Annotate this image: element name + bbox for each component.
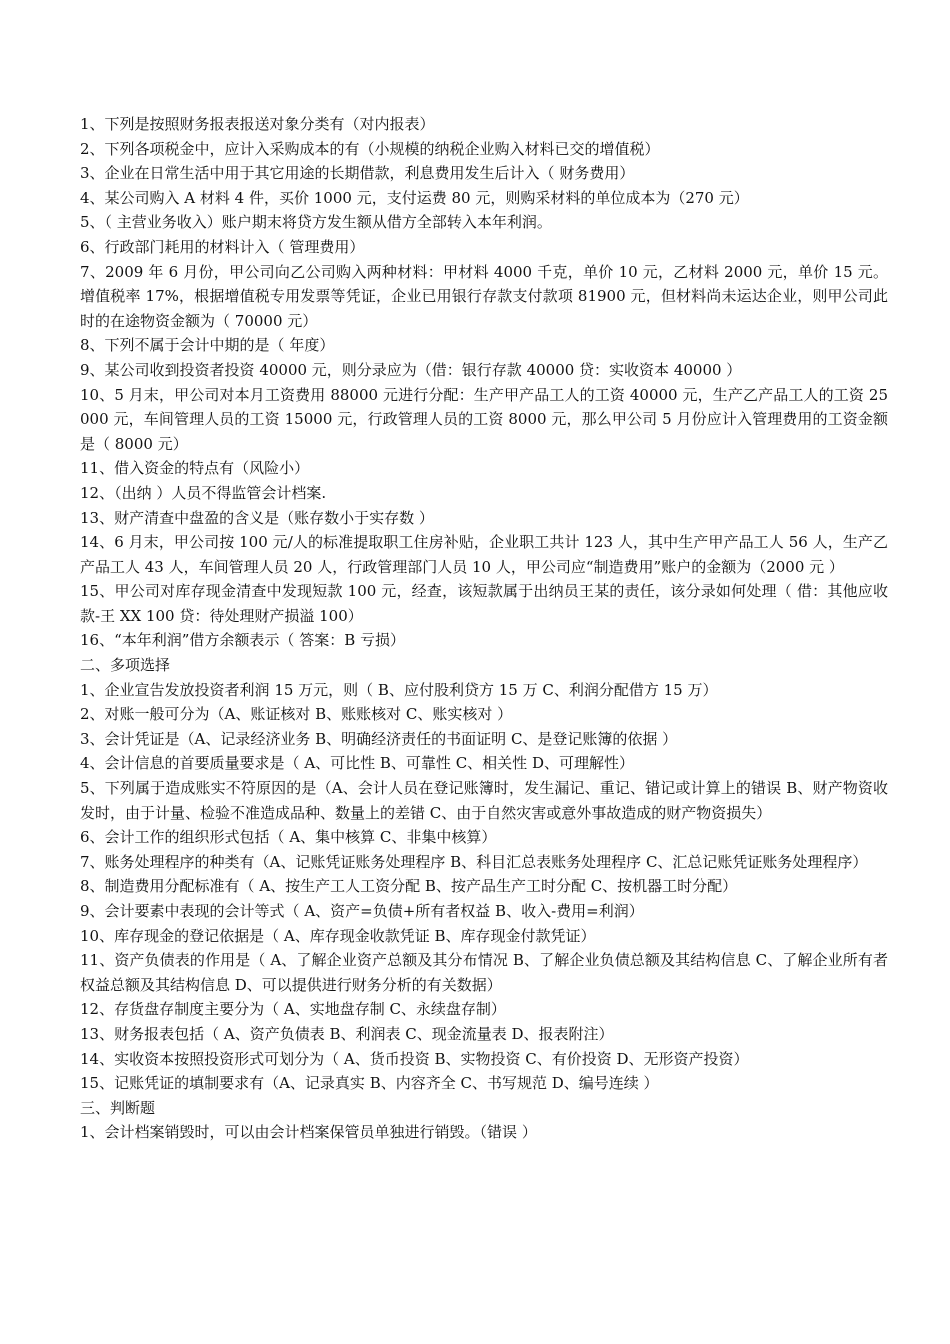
question-item: 8、下列不属于会计中期的是（ 年度） (80, 336, 335, 355)
question-item: 11、资产负债表的作用是（ A、了解企业资产总额及其分布情况 B、了解企业负债总额及其结构信息 C、了解企业所有者权益总额及其结构信息 D、可以提供进行财务分析的有关数据） (80, 951, 888, 994)
document-page (80, 112, 888, 1145)
question-item: 5、下列属于造成账实不符原因的是（A、会计人员在登记账簿时，发生漏记、重记、错记或计算上的错误 B、财产物资收发时，由于计量、检验不准造成品种、数量上的差错 C、由于自然灾害或意外事故造成的财产物资损失） (80, 779, 888, 822)
judge-section (80, 1120, 888, 1145)
multi-choice-section (80, 678, 888, 1096)
question-item: 3、会计凭证是（A、记录经济业务 B、明确经济责任的书面证明 C、是登记账簿的依据 ） (80, 729, 678, 748)
question-item: 1、会计档案销毁时，可以由会计档案保管员单独进行销毁。（错误 ） (80, 1123, 537, 1142)
question-item: 4、会计信息的首要质量要求是（ A、可比性 B、可靠性 C、相关性 D、可理解性） (80, 754, 634, 773)
question-item: 14、6 月末，甲公司按 100 元/人的标准提取职工住房补贴，企业职工共计 123 人，其中生产甲产品工人 56 人，生产乙产品工人 43 人，车间管理人员 20 人，行政管理部门人员 10 人，甲公司应“制造费用”账户的金额为（2000 元 ） (80, 533, 888, 576)
section-heading-judge: 三、判断题 (80, 1098, 156, 1117)
question-item: 8、制造费用分配标准有（ A、按生产工人工资分配 B、按产品生产工时分配 C、按机器工时分配） (80, 877, 738, 896)
question-item: 15、甲公司对库存现金清查中发现短款 100 元，经查，该短款属于出纳员王某的责任，该分录如何处理（ 借：其他应收款-王 XX 100 贷：待处理财产损溢 100） (80, 582, 888, 625)
question-item: 12、（出纳 ）人员不得监管会计档案. (80, 483, 327, 502)
question-item: 13、财产清查中盘盈的含义是（账存数小于实存数 ） (80, 508, 434, 527)
question-item: 2、下列各项税金中，应计入采购成本的有（小规模的纳税企业购入材料已交的增值税） (80, 139, 660, 158)
question-item: 3、企业在日常生活中用于其它用途的长期借款，利息费用发生后计入（ 财务费用） (80, 164, 635, 183)
question-item: 9、会计要素中表现的会计等式（ A、资产=负债+所有者权益 B、收入-费用=利润） (80, 902, 644, 920)
question-item: 7、账务处理程序的种类有（A、记账凭证账务处理程序 B、科目汇总表账务处理程序 C、汇总记账凭证账务处理程序） (80, 852, 868, 871)
question-item: 10、5 月末，甲公司对本月工资费用 88000 元进行分配：生产甲产品工人的工资 40000 元，生产乙产品工人的工资 25000 元，车间管理人员的工资 15000 元，行政管理人员的工资 8000 元，那么甲公司 5 月份应计入管理费用的工资金额是（ 8000 元） (80, 385, 888, 453)
question-item: 9、某公司收到投资者投资 40000 元，则分录应为（借：银行存款 40000 贷：实收资本 40000 ） (80, 360, 742, 379)
question-item: 1、下列是按照财务报表报送对象分类有（对内报表） (80, 115, 435, 133)
question-item: 10、库存现金的登记依据是（ A、库存现金收款凭证 B、库存现金付款凭证） (80, 926, 596, 945)
question-item: 7、2009 年 6 月份，甲公司向乙公司购入两种材料：甲材料 4000 千克，单价 10 元，乙材料 2000 元，单价 15 元。增值税率 17%，根据增值税专用发票等凭证，企业已用银行存款支付款项 81900 元，但材料尚未运达企业，则甲公司此时的在途物资金额为（ 70000 元） (80, 262, 888, 330)
question-item: 15、记账凭证的填制要求有（A、记录真实 B、内容齐全 C、书写规范 D、编号连续 ） (80, 1074, 659, 1093)
question-item: 11、借入资金的特点有（风险小） (80, 459, 310, 478)
question-item: 5、（ 主营业务收入）账户期末将贷方发生额从借方全部转入本年利润。 (80, 213, 552, 232)
section-heading-multi: 二、多项选择 (80, 656, 171, 675)
question-item: 13、财务报表包括（ A、资产负债表 B、利润表 C、现金流量表 D、报表附注） (80, 1024, 614, 1043)
single-choice-section (80, 112, 888, 653)
question-item: 12、存货盘存制度主要分为（ A、实地盘存制 C、永续盘存制） (80, 1000, 506, 1019)
question-item: 4、某公司购入 A 材料 4 件，买价 1000 元，支付运费 80 元，则购采材料的单位成本为（270 元） (80, 188, 749, 207)
question-item: 14、实收资本按照投资形式可划分为（ A、货币投资 B、实物投资 C、有价投资 D、无形资产投资） (80, 1049, 749, 1068)
question-item: 6、会计工作的组织形式包括（ A、集中核算 C、非集中核算） (80, 828, 497, 847)
question-item: 16、“本年利润”借方余额表示（ 答案：B 亏损） (80, 631, 405, 650)
question-item: 1、企业宣告发放投资者利润 15 万元，则（ B、应付股利贷方 15 万 C、利润分配借方 15 万） (80, 680, 718, 699)
question-item: 6、行政部门耗用的材料计入（ 管理费用） (80, 237, 365, 256)
question-item: 2、对账一般可分为（A、账证核对 B、账账核对 C、账实核对 ） (80, 705, 513, 724)
